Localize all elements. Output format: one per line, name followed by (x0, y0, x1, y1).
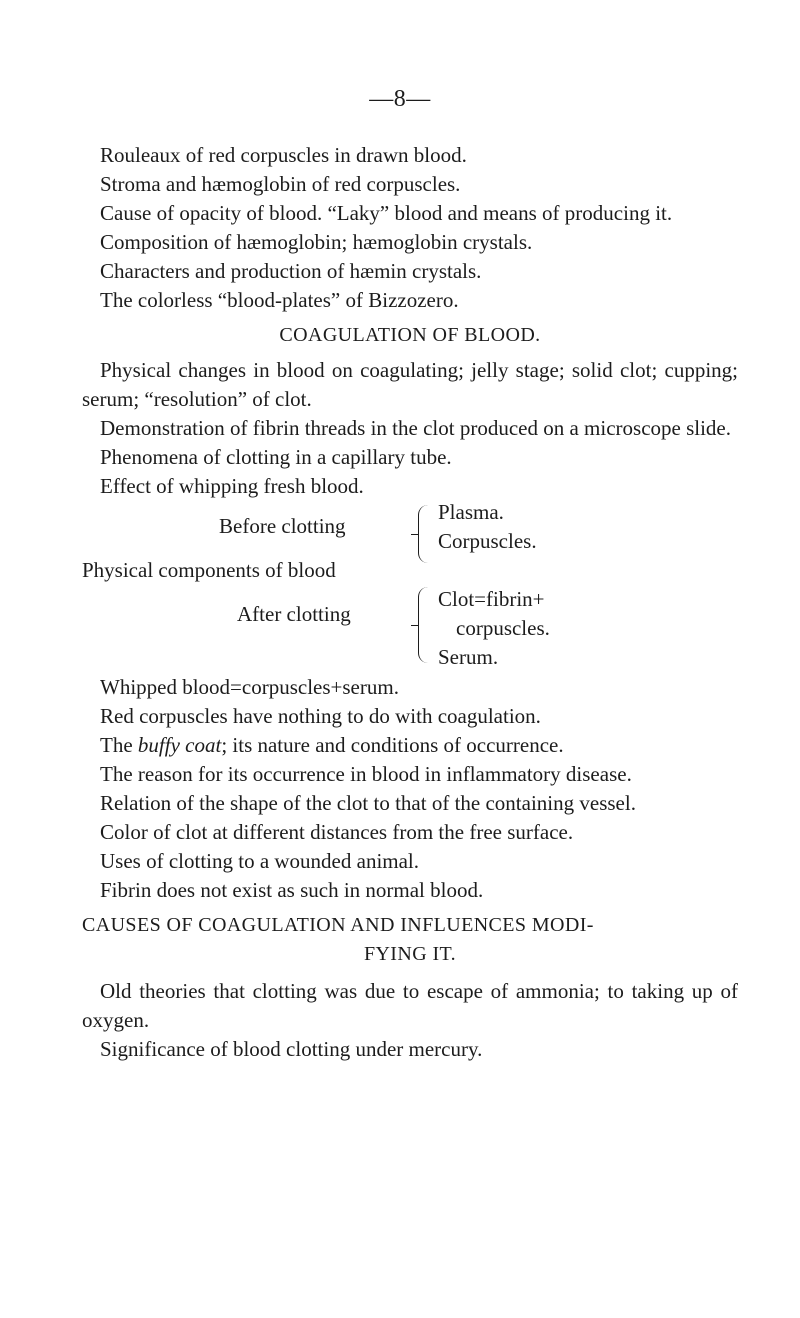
plasma-item: Plasma. (438, 500, 504, 524)
paragraph: Cause of opacity of blood. “Laky” blood and means of producing it. (100, 201, 673, 225)
paragraph (82, 731, 738, 760)
paragraph: Fibrin does not exist as such in normal blood. (100, 878, 484, 902)
paragraph: Characters and production of hæmin crystals. (100, 259, 482, 283)
after-clotting-label: After clotting (237, 602, 351, 626)
buffy-coat-term: buffy coat (137, 733, 222, 757)
buffy-suffix: ; its nature and conditions of occurrence. (221, 733, 564, 757)
paragraph: Color of clot at different distances from the free surface. (100, 820, 574, 844)
paragraph: Uses of clotting to a wounded animal. (100, 849, 420, 873)
paragraph: Phenomena of clotting in a capillary tube. (100, 445, 452, 469)
section-heading-causes-line2: FYING IT. (363, 943, 457, 965)
components-bracket-table (82, 501, 738, 673)
paragraph: The colorless “blood-plates” of Bizzozero. (100, 288, 459, 312)
serum-item: Serum. (438, 645, 499, 669)
paragraph: Relation of the shape of the clot to that of the containing vessel. (100, 791, 636, 815)
page-number: —8— (369, 86, 431, 112)
paragraph: Physical changes in blood on coagulating; jelly stage; solid clot; cupping; serum; “resolution” of clot. (82, 358, 738, 411)
paragraph: Red corpuscles have nothing to do with coagulation. (100, 704, 541, 728)
paragraph: Rouleaux of red corpuscles in drawn blood. (100, 143, 467, 167)
paragraph: Composition of hæmoglobin; hæmoglobin crystals. (100, 230, 533, 254)
section-heading-causes: CAUSES OF COAGULATION AND INFLUENCES MODI- (82, 914, 594, 936)
brace-before (418, 505, 431, 563)
clot-corpuscles-item: corpuscles. (456, 616, 550, 640)
buffy-prefix: The (100, 733, 138, 757)
paragraph: Old theories that clotting was due to escape of ammonia; to taking up of oxygen. (82, 979, 738, 1032)
paragraph: Stroma and hæmoglobin of red corpuscles. (100, 172, 461, 196)
page-body (82, 141, 738, 1064)
section-heading-coagulation: COAGULATION OF BLOOD. (279, 324, 541, 346)
brace-after (418, 587, 431, 663)
before-clotting-label: Before clotting (219, 514, 346, 538)
paragraph: Effect of whipping fresh blood. (100, 474, 364, 498)
paragraph: The reason for its occurrence in blood in inflammatory disease. (100, 762, 632, 786)
paragraph: Significance of blood clotting under mercury. (100, 1037, 483, 1061)
paragraph: Whipped blood=corpuscles+serum. (100, 675, 399, 699)
paragraph: Demonstration of fibrin threads in the clot produced on a microscope slide. (100, 416, 731, 440)
clot-item: Clot=fibrin+ (438, 587, 545, 611)
components-root-label: Physical components of blood (82, 558, 336, 582)
corpuscles-item: Corpuscles. (438, 529, 537, 553)
